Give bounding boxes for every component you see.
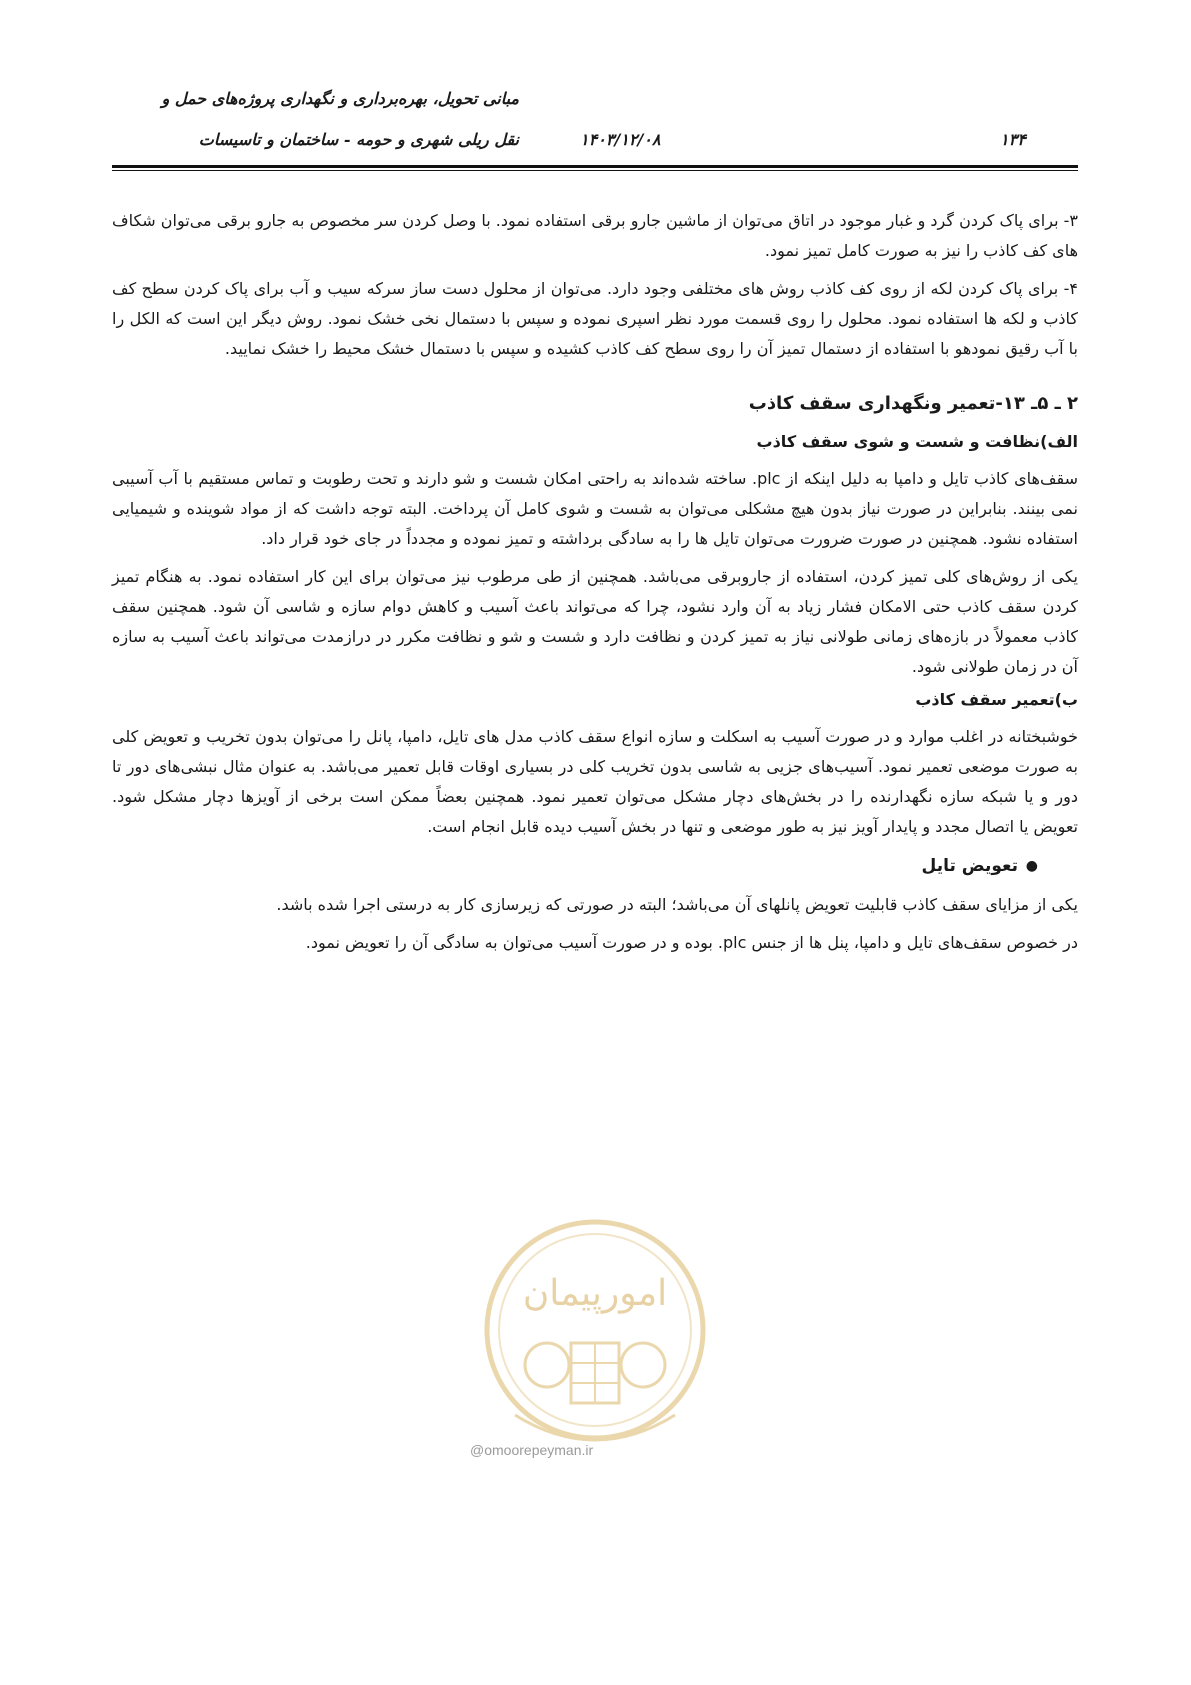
subsection-heading-repair: ب)تعمیر سقف کاذب xyxy=(915,690,1078,709)
paragraph-ceiling-repair: خوشبختانه در اغلب موارد و در صورت آسیب به اسکلت و سازه انواع سقف کاذب مدل های تایل، دامپا، پانل را می‌توان بدون تخریب و تعویض کلی به صورت موضعی تعمیر نمود. آسیب‌های جزیی به شاسی بدون تخریب کلی در بسیاری اوقات قابل تعمیر می‌باشد. به عنوان مثال نبشی‌های دور تا دور و یا شبکه سازه نگهدارنده را در بخش‌های دچار مشکل می‌توان تعمیر نمود. همچنین بعضاً ممکن است برخی از آویزها دچار مشکل شود. تعویض یا اتصال مجدد و پایدار آویز نیز به طور موضعی و تنها در بخش آسیب دیده قابل انجام است. xyxy=(112,727,1078,836)
header-rule-thin xyxy=(112,170,1078,171)
watermark-logo-text: امورپیمان xyxy=(522,1273,668,1314)
header-rule-thick xyxy=(112,165,1078,168)
header-title-line1: مبانی تحویل، بهره‌برداری و نگهداری پروژه‌های حمل و xyxy=(161,89,519,108)
bullet-dot-icon: ● xyxy=(1025,858,1038,874)
body-content xyxy=(112,206,1078,958)
header-title-line2: نقل ریلی شهری و حومه - ساختمان و تاسیسات xyxy=(198,130,519,149)
paragraph-ceiling-washing: سقف‌های کاذب تایل و دامپا به دلیل اینکه از plc. ساخته شده‌اند به راحتی امکان شست و شو دارند و تحت رطوبت و تماس مستقیم با آب آسیبی نمی بینند. بنابراین در صورت نیاز بدون هیچ مشکلی می‌توان به شست و شوی کامل آن پرداخت. البته توجه داشت که از مواد شوینده و شیمیایی استفاده نشود. همچنین در صورت ضرورت می‌توان تایل ها را به سادگی برداشته و تمیز نموده و مجدداً در جای خود قرار داد. xyxy=(112,469,1079,548)
paragraph-panel-advantage: یکی از مزایای سقف کاذب قابلیت تعویض پانلهای آن می‌باشد؛ البته در صورتی که زیرسازی کار به درستی اجرا شده باشد. xyxy=(276,895,1078,914)
bullet-item-tile-replacement xyxy=(112,846,1078,886)
bullet-label: تعویض تایل xyxy=(921,856,1018,876)
paragraph-stain-removal: ۴- برای پاک کردن لکه از روی کف کاذب روش های مختلفی وجود دارد. می‌توان از محلول دست ساز سرکه سیب و آب برای پاک کردن سطح کف کاذب و لکه ها استفاده نمود. محلول را روی قسمت مورد نظر اسپری نموده و سپس با دستمال نخی خشک نمود. روش دیگر این است که الکل را با آب رقیق نمودهو با استفاده از دستمال تمیز آن را روی سطح کف کاذب کشیده و سپس با دستمال خشک محیط را خشک نمایید. xyxy=(112,279,1078,358)
section-heading: ۲ ـ ۵ـ ۱۳-تعمیر ونگهداری سقف کاذب xyxy=(748,393,1078,414)
header-date: ۱۴۰۳/۱۲/۰۸ xyxy=(580,130,661,149)
subsection-heading-cleaning: الف)نظافت و شست و شوی سقف کاذب xyxy=(756,432,1078,451)
paragraph-vacuum-cleaning: ۳- برای پاک کردن گرد و غبار موجود در اتاق می‌توان از ماشین جارو برقی استفاده نمود. با وصل کردن سر مخصوص به جارو برقی می‌توان شکاف های کف کاذب را نیز به صورت کامل تمیز نمود. xyxy=(112,211,1078,260)
paragraph-cleaning-methods: یکی از روش‌های کلی تمیز کردن، استفاده از جاروبرقی می‌باشد. همچنین از طی مرطوب نیز می‌توان برای این کار استفاده نمود. به هنگام تمیز کردن سقف کاذب حتی الامکان فشار زیاد به آن وارد نشود، چرا که می‌تواند باعث آسیب و کاهش دوام سازه و شاسی آن شود. همچنین سقف کاذب معمولاً در بازه‌های زمانی طولانی نیاز به تمیز کردن و نظافت دارد و شست و شو و نظافت مکرر در درازمدت می‌تواند باعث آسیب به سازه آن در زمان طولانی شود. xyxy=(112,567,1078,676)
watermark-at-icon: @ xyxy=(470,1442,485,1458)
page-number: ۱۳۴ xyxy=(1000,130,1026,149)
paragraph-panel-material: در خصوص سقف‌های تایل و دامپا، پنل ها از جنس plc. بوده و در صورت آسیب می‌توان به سادگی آن را تعویض نمود. xyxy=(305,933,1078,952)
watermark-url: @omoorepeyman.ir xyxy=(470,1442,594,1458)
